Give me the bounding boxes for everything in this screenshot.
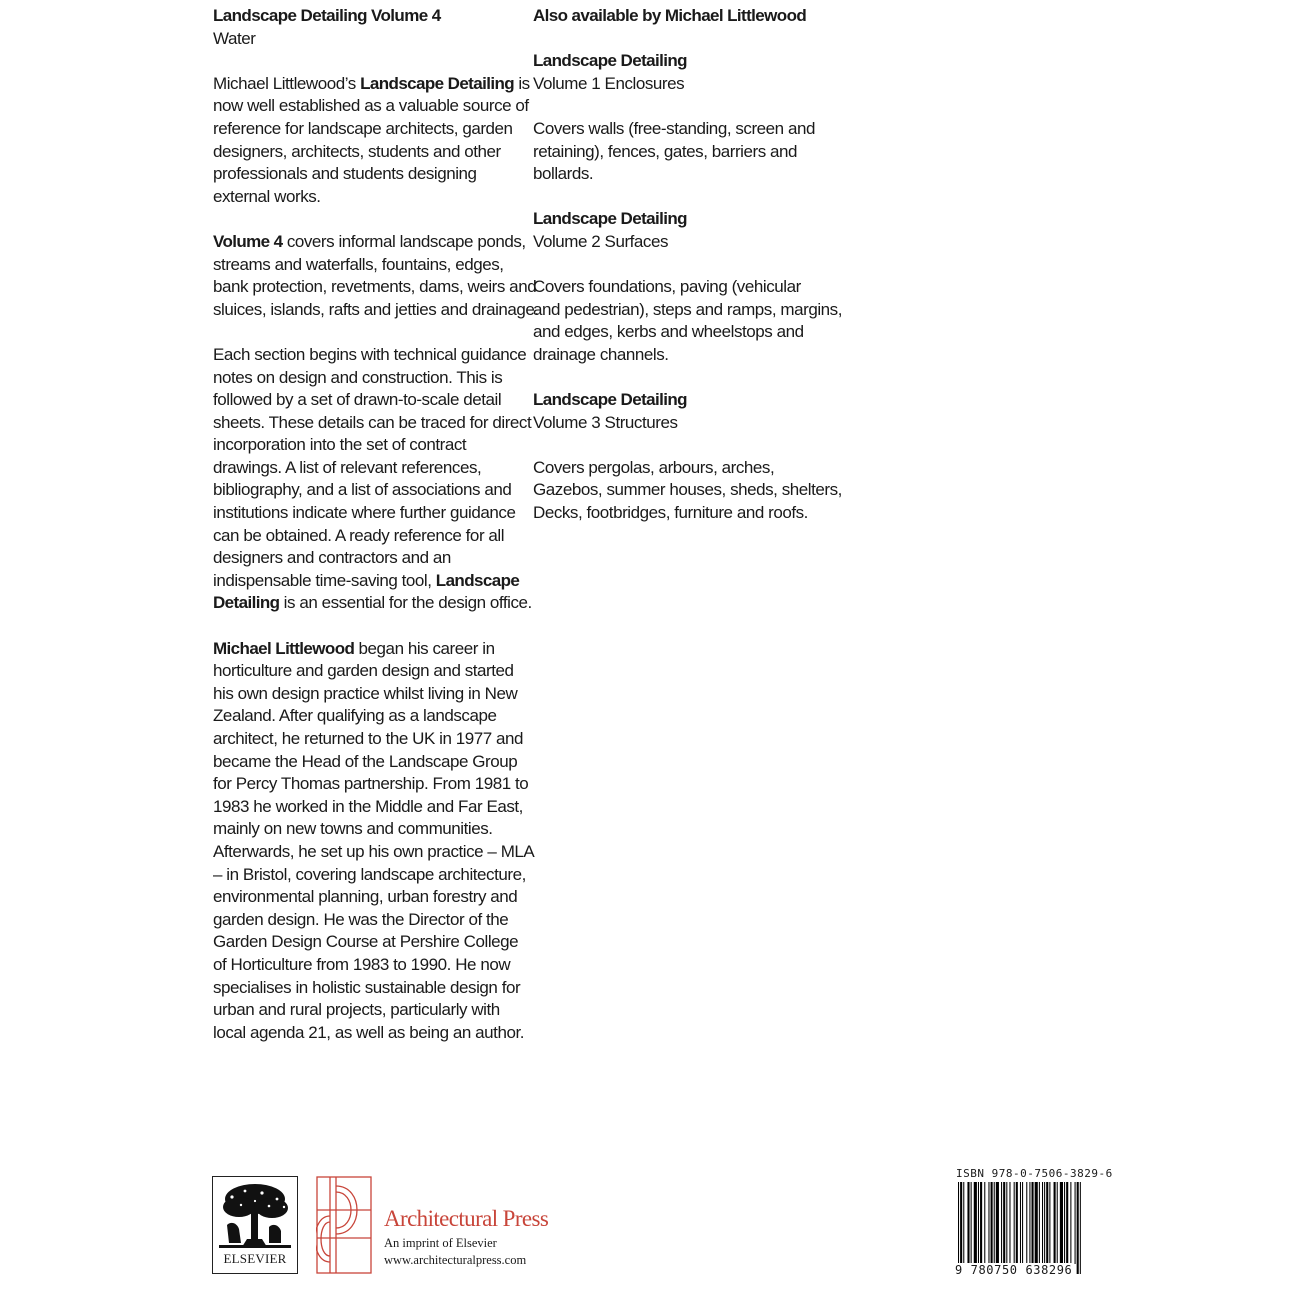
- barcode-bar: [1032, 1182, 1034, 1264]
- barcode-bar: [1009, 1182, 1010, 1264]
- barcode-bar: [1020, 1182, 1021, 1264]
- book-entry-title: Landscape Detailing: [533, 209, 687, 229]
- desc-line: Gazebos, summer houses, sheds, shelters,: [533, 480, 842, 500]
- barcode-bar: [960, 1182, 962, 1274]
- elsevier-logo: [212, 1176, 298, 1274]
- barcode-bar: [1046, 1182, 1048, 1264]
- barcode-bar: [1029, 1182, 1030, 1264]
- barcode-bar: [1080, 1182, 1081, 1274]
- sections-line: institutions indicate where further guidance: [213, 503, 516, 523]
- barcode-bar: [984, 1182, 985, 1264]
- bio-line: became the Head of the Landscape Group: [213, 751, 518, 771]
- sections-line: incorporation into the set of contract: [213, 435, 467, 455]
- desc-line: drainage channels.: [533, 344, 669, 364]
- barcode-bar: [1022, 1182, 1023, 1264]
- volume4-paragraph: [213, 231, 539, 321]
- barcode-bar: [1006, 1182, 1007, 1264]
- desc-line: Covers pergolas, arbours, arches,: [533, 457, 775, 477]
- intro-line: professionals and students designing: [213, 164, 477, 184]
- book-entry-volume: Volume 2 Surfaces: [533, 231, 669, 251]
- book-heading-block: [213, 5, 523, 50]
- intro-line: now well established as a valuable source of: [213, 96, 529, 116]
- barcode-bar: [1042, 1182, 1043, 1264]
- sections-paragraph: [213, 344, 532, 615]
- sections-line: notes on design and construction. This is: [213, 367, 503, 387]
- barcode-bar: [996, 1182, 999, 1264]
- bio-line: of Horticulture from 1983 to 1990. He now: [213, 954, 511, 974]
- barcode-bar: [980, 1182, 982, 1264]
- barcode-bar: [1014, 1182, 1015, 1264]
- bio-line: mainly on new towns and communities.: [213, 819, 493, 839]
- desc-line: Covers foundations, paving (vehicular: [533, 277, 801, 297]
- bio-line: his own design practice whilst living in New: [213, 683, 518, 703]
- ean-left-digits: 780750: [970, 1263, 1018, 1277]
- elsevier-wordmark: ELSEVIER: [223, 1251, 287, 1266]
- barcode-bar: [1054, 1182, 1056, 1274]
- barcode-bar: [1016, 1182, 1018, 1264]
- book-entry-desc: [533, 118, 833, 186]
- publisher-url: www.architecturalpress.com: [384, 1253, 527, 1267]
- book-subtitle: Water: [213, 28, 256, 48]
- sections-line: sheets. These details can be traced for direct: [213, 412, 532, 432]
- barcode-bar: [1003, 1182, 1005, 1264]
- volume4-line: sluices, islands, rafts and jetties and drainage.: [213, 299, 539, 319]
- sections-line: can be obtained. A ready reference for all: [213, 525, 505, 545]
- intro-paragraph: [213, 73, 530, 209]
- ap-monogram-icon: [316, 1176, 372, 1274]
- barcode-bar: [1001, 1182, 1002, 1264]
- right-column: [533, 5, 842, 547]
- left-column: [213, 5, 539, 1067]
- intro-line: designers, architects, students and other: [213, 141, 501, 161]
- barcode-bar: [1044, 1182, 1045, 1264]
- barcode-bar: [1049, 1182, 1050, 1274]
- ean-first-digit: 9: [955, 1263, 963, 1277]
- intro-line: Michael Littlewood’s Landscape Detailing is: [213, 73, 530, 93]
- barcode-bar: [991, 1182, 993, 1264]
- tree-scholar-emblem-icon: [217, 1181, 293, 1249]
- bio-line: environmental planning, urban forestry and: [213, 887, 518, 907]
- bio-line: garden design. He was the Director of the: [213, 909, 509, 929]
- barcode-bar: [978, 1182, 979, 1264]
- barcode-bar: [958, 1182, 959, 1274]
- barcode-bar: [1070, 1182, 1071, 1264]
- bio-line: Zealand. After qualifying as a landscape: [213, 706, 497, 726]
- book-entry-title: Landscape Detailing: [533, 390, 687, 410]
- sections-line: designers and contractors and an: [213, 548, 451, 568]
- bio-line: urban and rural projects, particularly with: [213, 1000, 500, 1020]
- barcode-bar: [1057, 1182, 1058, 1264]
- book-entry-volume1: [533, 50, 833, 95]
- bio-line: local agenda 21, as well as being an author.: [213, 1022, 524, 1042]
- barcode-bar: [971, 1182, 972, 1264]
- desc-line: retaining), fences, gates, barriers and: [533, 141, 798, 161]
- book-entry-desc: [533, 457, 842, 525]
- publisher-name: Architectural Press: [384, 1206, 549, 1231]
- bio-line: Afterwards, he set up his own practice – MLA: [213, 841, 535, 861]
- also-available-block: [533, 5, 833, 28]
- ean-digits: [955, 1263, 1072, 1277]
- barcode-bar: [1066, 1182, 1068, 1264]
- intro-line: reference for landscape architects, garden: [213, 118, 513, 138]
- volume4-line: streams and waterfalls, fountains, edges,: [213, 254, 504, 274]
- barcode-bar: [967, 1182, 969, 1264]
- barcode-bar: [1075, 1182, 1076, 1264]
- barcode-bar: [1026, 1182, 1027, 1264]
- book-entry-volume2: [533, 208, 833, 253]
- bio-paragraph: [213, 638, 535, 1045]
- sections-line: Detailing is an essential for the design office.: [213, 593, 532, 613]
- barcode-bar: [1060, 1182, 1063, 1264]
- sections-line: followed by a set of drawn-to-scale detail: [213, 390, 502, 410]
- desc-line: and edges, kerbs and wheelstops and: [533, 322, 804, 342]
- bio-line: specialises in holistic sustainable design for: [213, 977, 521, 997]
- barcode-bar: [994, 1182, 995, 1264]
- volume4-line: Volume 4 covers informal landscape ponds,: [213, 231, 526, 251]
- bio-line: Garden Design Course at Pershire College: [213, 932, 519, 952]
- bio-line: for Percy Thomas partnership. From 1981 to: [213, 774, 529, 794]
- sections-line: drawings. A list of relevant references,: [213, 457, 482, 477]
- book-title: Landscape Detailing Volume 4: [213, 6, 441, 25]
- sections-line: indispensable time-saving tool, Landscape: [213, 570, 520, 590]
- desc-line: bollards.: [533, 164, 594, 184]
- barcode-bar: [1035, 1182, 1038, 1264]
- also-available-heading: Also available by Michael Littlewood: [533, 6, 807, 25]
- desc-line: Covers walls (free-standing, screen and: [533, 118, 815, 138]
- bio-line: – in Bristol, covering landscape architecture,: [213, 864, 526, 884]
- barcode-bar: [1077, 1182, 1079, 1274]
- barcode-bar: [988, 1182, 989, 1264]
- volume4-line: bank protection, revetments, dams, weirs and: [213, 277, 537, 297]
- sections-line: Each section begins with technical guidance: [213, 344, 527, 364]
- barcode-bar: [1039, 1182, 1040, 1264]
- barcode-bar: [963, 1182, 964, 1264]
- barcode-icon: [957, 1182, 1083, 1274]
- barcode-bar: [974, 1182, 977, 1264]
- intro-line: external works.: [213, 186, 321, 206]
- bio-line: 1983 he worked in the Middle and Far East,: [213, 796, 523, 816]
- book-entry-volume: Volume 3 Structures: [533, 412, 678, 432]
- bio-line: horticulture and garden design and started: [213, 661, 514, 681]
- ean-right-digits: 638296: [1025, 1263, 1073, 1277]
- book-entry-volume3: [533, 389, 833, 434]
- desc-line: and pedestrian), steps and ramps, margins,: [533, 299, 842, 319]
- book-entry-desc: [533, 276, 842, 366]
- desc-line: Decks, footbridges, furniture and roofs.: [533, 503, 808, 523]
- bio-line: architect, he returned to the UK in 1977 and: [213, 729, 524, 748]
- barcode-bar: [1064, 1182, 1065, 1264]
- isbn-label: ISBN 978-0-7506-3829-6: [956, 1167, 1113, 1180]
- book-entry-title: Landscape Detailing: [533, 51, 687, 71]
- sections-line: bibliography, and a list of associations and: [213, 480, 512, 500]
- bio-line: Michael Littlewood began his career in: [213, 638, 495, 658]
- publisher-imprint: An imprint of Elsevier: [384, 1236, 497, 1250]
- book-entry-volume: Volume 1 Enclosures: [533, 73, 685, 93]
